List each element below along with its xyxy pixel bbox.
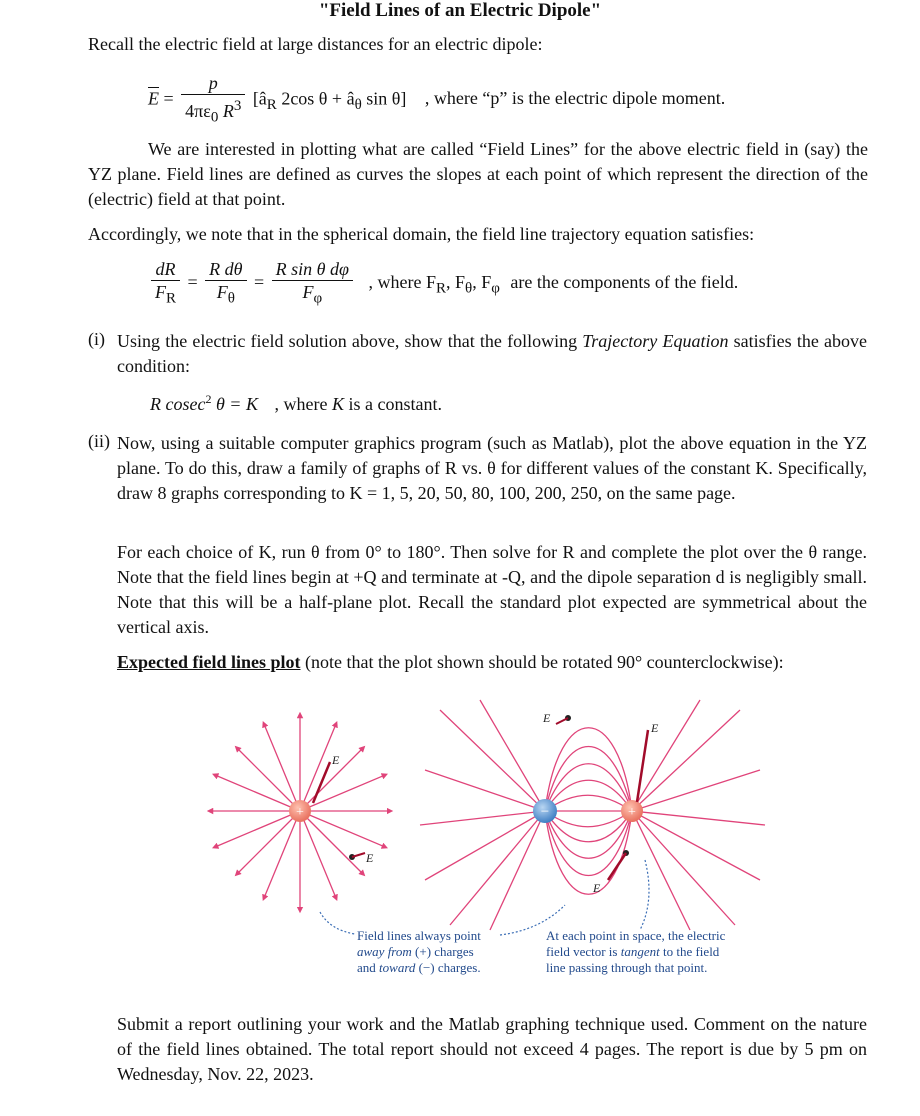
caption-leader xyxy=(320,912,355,934)
eq2-d2-sub: θ xyxy=(227,290,235,307)
item-ii-text: Now, using a suitable computer graphics program (such as Matlab), plot the above equation in the YZ plane. To do this, draw a family of graphs of R vs. θ for different values of the constant K. Specifically, draw 8 graphs corresponding to K = 1, 5, 20, 50, 80, 100, 200, 250, on the same page. xyxy=(117,433,867,503)
e-vector-label: E xyxy=(366,851,374,865)
item-i-eq-end: is a constant. xyxy=(348,394,442,414)
page-title: "Field Lines of an Electric Dipole" xyxy=(318,0,602,21)
eq2-note-s1: R xyxy=(435,280,446,297)
caption-1-and: and xyxy=(357,960,380,975)
eq2-n3: R sin θ dφ xyxy=(275,259,349,279)
eq1-t2-sub: θ xyxy=(354,97,362,114)
eq1-bracket: [â xyxy=(252,88,267,109)
eq1-t1-sub: R xyxy=(266,97,277,114)
eq2-note-m2: , F xyxy=(472,271,492,292)
e-vector-arrow xyxy=(556,718,568,724)
equation-trajectory-condition: $\frac{dR}{F_R}$ = $\frac{\text{R dθ}}{F_\theta}$ = $\frac{\text{R sin θ dφ}}{F_\varphi}$ , where $F_R$, $F_\theta$, $F_\varphi$ are the components of the field. xyxy=(148,258,738,310)
intro-text: Recall the electric field at large distances for an electric dipole: xyxy=(88,34,543,54)
caption-1-plus: (+) charges xyxy=(411,944,474,959)
eq2-note-end: are the components of the field. xyxy=(510,271,739,292)
eq1-num: p xyxy=(208,73,218,93)
expected-plot-heading xyxy=(117,652,784,673)
e-vector-arrow xyxy=(637,730,648,802)
eq2-note-s3: φ xyxy=(491,280,500,297)
e-vector-label: E xyxy=(593,881,601,895)
item-ii-label: (ii) xyxy=(88,431,110,451)
e-vector-label: E xyxy=(543,711,551,725)
eq2-n1: dR xyxy=(155,259,176,279)
caption-2-line-1: At each point in space, the electric xyxy=(546,928,726,943)
caption-tangent xyxy=(546,928,725,976)
eq2-d1: F xyxy=(155,282,166,302)
eq1-den-sub: 0 xyxy=(210,109,219,126)
item-i-text-b: satisfies the above condition: xyxy=(117,331,867,376)
eq2-n2: R dθ xyxy=(209,259,243,279)
expected-plot-label: Expected field lines plot xyxy=(117,652,301,672)
caption-1-line-2 xyxy=(357,944,481,960)
caption-1-line-1: Field lines always point xyxy=(357,928,481,943)
eq1-lhs: $\overline{E}$ xyxy=(148,88,159,109)
e-vector-label: E xyxy=(332,753,340,767)
paragraph-field-lines xyxy=(88,137,868,212)
item-i-text xyxy=(117,329,867,379)
caption-2-line-3: line passing through that point. xyxy=(546,960,708,975)
e-vector-label: E xyxy=(651,721,659,735)
eq1-note: , where “p” is the electric dipole moment. xyxy=(424,88,726,109)
expected-plot-note: (note that the plot shown should be rotated 90° counterclockwise): xyxy=(300,652,784,672)
eq1-den: 4πε xyxy=(185,101,211,121)
caption-1-minus: (−) charges. xyxy=(415,960,481,975)
caption-2-c: to the field xyxy=(659,944,720,959)
caption-leader xyxy=(640,860,649,930)
eq2-note-m1: , F xyxy=(445,271,465,292)
negative-charge-sign: − xyxy=(540,804,550,820)
eq2-d3: F xyxy=(302,282,314,302)
item-i-emph: Trajectory Equation xyxy=(582,331,729,351)
caption-2-a: field vector is xyxy=(546,944,621,959)
caption-1-away: away from xyxy=(357,944,412,959)
dipole-diagram xyxy=(420,700,765,930)
caption-field-direction xyxy=(357,928,481,976)
item-i-eq-k: K xyxy=(331,394,344,414)
caption-1-toward: toward xyxy=(379,960,416,975)
eq2-note-s2: θ xyxy=(465,280,473,297)
item-i-text-a: Using the electric field solution above, show that the following xyxy=(117,331,583,351)
equation-dipole-field: $\overline{E}$ = $\frac{p}{4\pi\varepsilon_0 R^3}$ [$â_R$ 2cos $\theta + â_\theta$ sin θ] , where “p” is the electric dipole moment. xyxy=(148,73,726,126)
closing-paragraph: Submit a report outlining your work and the Matlab graphing technique used. Comment on the nature of the field lines obtained. The total report should not exceed 4 pages. The report is due by 5 pm on Wednesday, Nov. 22, 2023. xyxy=(117,1014,867,1084)
item-i-label: (i) xyxy=(88,329,105,349)
caption-2-line-2 xyxy=(546,944,725,960)
eq1-den-var: R xyxy=(222,101,234,121)
dipole-positive-sign: + xyxy=(628,805,636,820)
paragraph-field-lines-text: We are interested in plotting what are called “Field Lines” for the above electric field in (say) the YZ plane. Field lines are defined as curves the slopes at each point of which represent the direction of the (electric) field at that point. xyxy=(88,139,868,209)
item-i-eq-rest: θ = K xyxy=(215,394,258,414)
eq2-d2: F xyxy=(216,282,228,302)
eq2-d3-sub: φ xyxy=(313,290,323,307)
paragraph-spherical: Accordingly, we note that in the spherical domain, the field line trajectory equation satisfies: xyxy=(88,224,755,244)
eq1-term1: 2cos θ + â xyxy=(281,88,355,109)
eq1-term2: sin θ] xyxy=(366,88,407,109)
eq2-d1-sub: R xyxy=(166,290,177,307)
item-i-eq-exp: 2 xyxy=(205,392,212,406)
caption-2-tangent: tangent xyxy=(620,944,660,959)
eq2-note: , where F xyxy=(368,271,436,292)
e-vector-arrow xyxy=(313,762,330,803)
caption-1-line-3 xyxy=(357,960,481,976)
e-vector-arrow xyxy=(608,853,626,880)
item-i-eq-note: , where xyxy=(274,394,328,414)
positive-charge-sign: + xyxy=(296,805,304,820)
eq1-den-exp: 3 xyxy=(233,98,242,114)
equation-trajectory xyxy=(150,392,442,415)
item-ii-para2: For each choice of K, run θ from 0° to 180°. Then solve for R and complete the plot over the θ range. Note that the field lines begin at +Q and terminate at -Q, and the dipole separation d is negligibly small. Note that this will be a half-plane plot. Recall the standard plot expected are symmetrical about the vertical axis. xyxy=(117,542,867,637)
item-i-eq: R cosec xyxy=(150,394,206,414)
